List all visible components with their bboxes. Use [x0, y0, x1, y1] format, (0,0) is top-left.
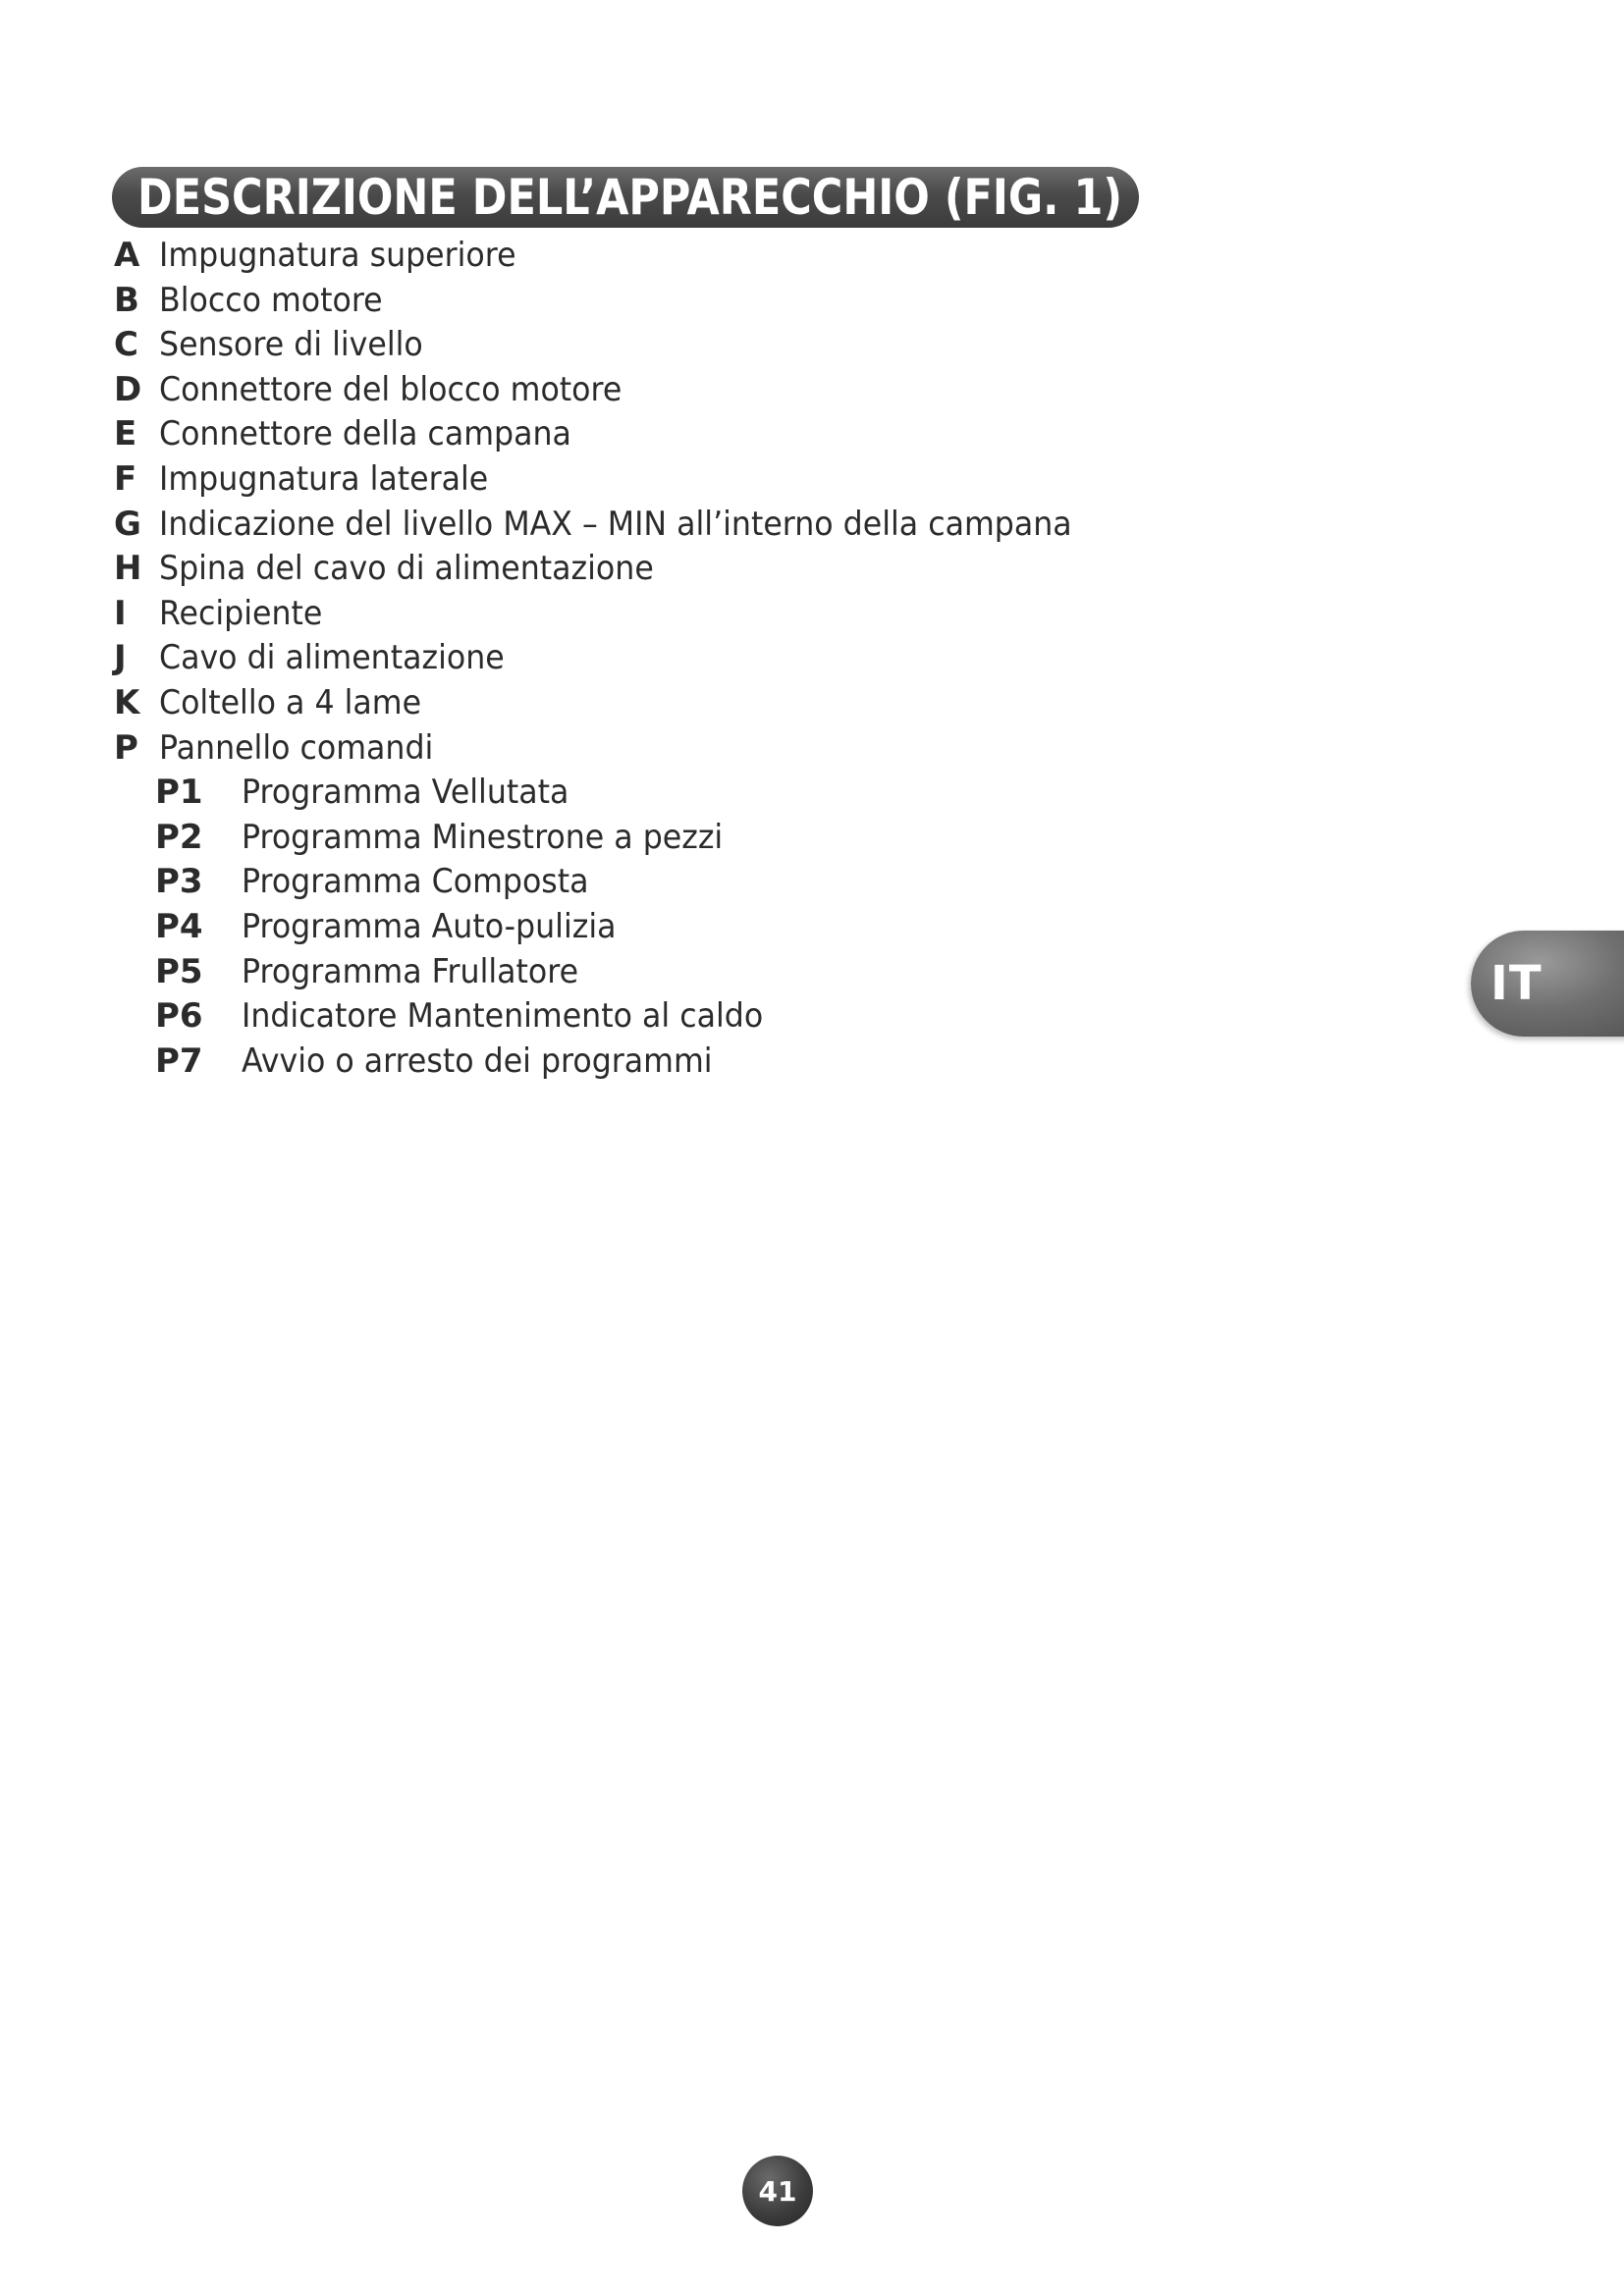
item-letter: C	[114, 325, 138, 365]
item-letter: G	[114, 504, 141, 544]
list-item	[114, 234, 1141, 279]
list-item	[114, 279, 1141, 324]
list-item	[114, 636, 1141, 681]
sublist-item	[155, 860, 1141, 905]
sublist-text: Avvio o arresto dei programmi	[242, 1041, 713, 1081]
item-letter: B	[114, 280, 139, 320]
sublist-item	[155, 905, 1141, 950]
item-text: Spina del cavo di alimentazione	[159, 549, 654, 589]
item-letter: F	[114, 458, 137, 499]
item-text: Recipiente	[159, 593, 323, 633]
list-item	[114, 412, 1141, 457]
item-letter: I	[114, 593, 127, 633]
sublist-item	[155, 1040, 1141, 1085]
item-text: Connettore del blocco motore	[159, 369, 623, 409]
item-letter: H	[114, 549, 142, 589]
page-number-badge	[742, 2156, 813, 2226]
item-text: Blocco motore	[159, 280, 383, 320]
sublist-code: P7	[155, 1041, 203, 1081]
sublist-text: Programma Frullatore	[242, 951, 579, 991]
list-item	[114, 592, 1141, 637]
list-item	[114, 547, 1141, 592]
sublist-item	[155, 771, 1141, 816]
page-number: 41	[758, 2174, 797, 2208]
sublist-code: P4	[155, 906, 203, 946]
sublist-text: Programma Composta	[242, 862, 589, 902]
list-item	[114, 368, 1141, 413]
item-text: Sensore di livello	[159, 325, 423, 365]
item-text: Pannello comandi	[159, 727, 434, 768]
language-label: IT	[1490, 956, 1543, 1011]
sublist-text: Programma Auto-pulizia	[242, 906, 617, 946]
item-letter: D	[114, 369, 142, 409]
item-letter: K	[114, 682, 140, 722]
item-text: Coltello a 4 lame	[159, 682, 422, 722]
list-item	[114, 681, 1141, 726]
sublist-item	[155, 950, 1141, 995]
language-tab	[1471, 931, 1624, 1037]
sublist-code: P6	[155, 996, 203, 1037]
item-text: Cavo di alimentazione	[159, 638, 505, 678]
sublist-code: P5	[155, 951, 203, 991]
sublist-item	[155, 994, 1141, 1040]
list-item	[114, 323, 1141, 368]
item-text: Impugnatura superiore	[159, 236, 516, 275]
item-letter: E	[114, 414, 137, 454]
item-letter: A	[114, 236, 140, 275]
list-item	[114, 457, 1141, 503]
item-letter: J	[114, 638, 127, 678]
item-text: Indicazione del livello MAX – MIN all’interno della campana	[159, 504, 1072, 544]
sublist-text: Programma Minestrone a pezzi	[242, 817, 724, 857]
control-panel-sublist-wrapper	[114, 771, 1141, 1084]
list-item	[114, 503, 1141, 548]
parts-list	[114, 234, 1141, 1084]
section-title: DESCRIZIONE DELL’APPARECCHIO (FIG. 1)	[137, 169, 1123, 226]
list-item	[114, 726, 1141, 772]
sublist-text: Indicatore Mantenimento al caldo	[242, 996, 764, 1037]
sublist-code: P2	[155, 817, 203, 857]
sublist-text: Programma Vellutata	[242, 773, 569, 813]
item-text: Connettore della campana	[159, 414, 571, 454]
sublist-code: P3	[155, 862, 203, 902]
item-letter: P	[114, 727, 138, 768]
sublist-item	[155, 816, 1141, 861]
sublist-code: P1	[155, 773, 203, 813]
section-title-bar	[112, 167, 1139, 228]
control-panel-sublist	[155, 771, 1141, 1084]
item-text: Impugnatura laterale	[159, 458, 489, 499]
